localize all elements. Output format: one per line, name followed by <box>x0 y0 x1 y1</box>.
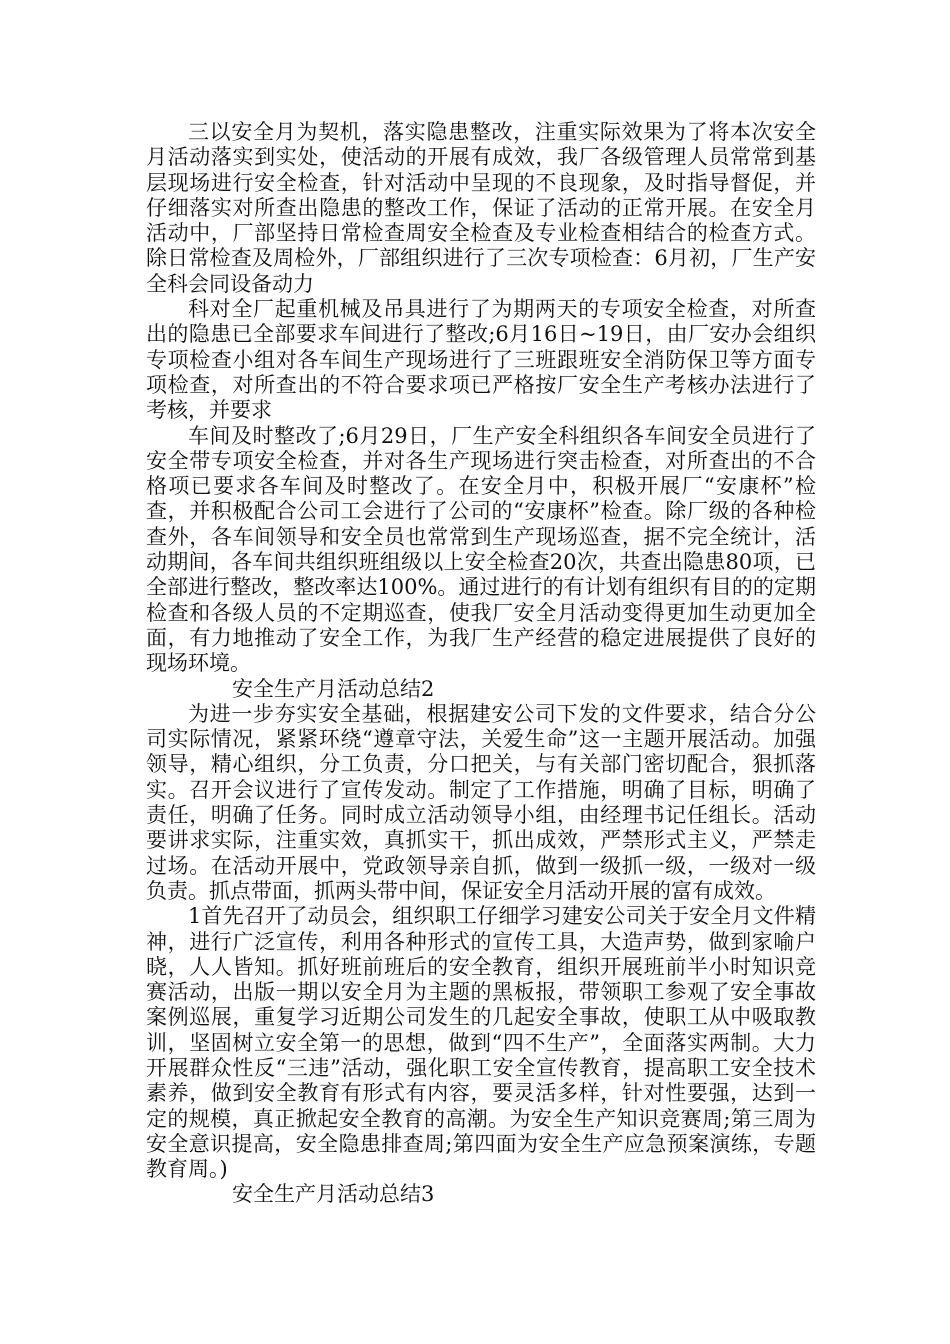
paragraph-safety-month-inspections: 三以安全月为契机，落实隐患整改，注重实际效果为了将本次安全月活动落实到实处，使活动的开展有成效，我厂各级管理人员常常到基层现场进行安全检查，针对活动中呈现的不良现象，及时指导督促，并仔细落实对所查出隐患的整改工作，保证了活动的正常开展。在安全月活动中，厂部坚持日常检查周安全检查及专业检查相结合的检查方式。除日常检查及周检外，厂部组织进行了三次专项检查：6月初，厂生产安全科会同设备动力 <box>146 120 816 296</box>
paragraph-crane-inspection: 科对全厂起重机械及吊具进行了为期两天的专项安全检查，对所查出的隐患已全部要求车间进行了整改;6月16日~19日，由厂安办会组织专项检查小组对各车间生产现场进行了三班跟班安全消防保卫等方面专项检查，对所查出的不符合要求项已严格按厂安全生产考核办法进行了考核，并要求 <box>146 297 816 423</box>
paragraph-safety-foundation: 为进一步夯实安全基础，根据建安公司下发的文件要求，结合分公司实际情况，紧紧环绕“遵章守法，关爱生命”这一主题开展活动。加强领导，精心组织，分工负责，分口把关，与有关部门密切配合，狠抓落实。召开会议进行了宣传发动。制定了工作措施，明确了目标，明确了责任，明确了任务。同时成立活动领导小组，由经理书记任组长。活动要讲求实际，注重实效，真抓实干，抓出成效，严禁形式主义，严禁走过场。在活动开展中，党政领导亲自抓，做到一级抓一级，一级对一级负责。抓点带面，抓两头带中间，保证安全月活动开展的富有成效。 <box>146 701 816 903</box>
section-heading-summary-3: 安全生产月活动总结3 <box>232 1182 435 1207</box>
document-page <box>146 120 816 1208</box>
paragraph-mobilization-meeting: 1首先召开了动员会，组织职工仔细学习建安公司关于安全月文件精神，进行广泛宣传，利用各种形式的宣传工具，大造声势，做到家喻户晓，人人皆知。抓好班前班后的安全教育，组织开展班前半小时知识竞赛活动，出版一期以安全月为主题的黑板报，带领职工参观了安全事故案例巡展，重复学习近期公司发生的几起安全事故，使职工从中吸取教训，坚固树立安全第一的思想，做到“四不生产”，全面落实两制。大力开展群众性反“三违”活动，强化职工安全宣传教育，提高职工安全技术素养，做到安全教育有形式有内容，要灵活多样，针对性要强，达到一定的规模，真正掀起安全教育的高潮。为安全生产知识竞赛周;第三周为安全意识提高，安全隐患排查周;第四面为安全生产应急预案演练，专题教育周。) <box>146 904 816 1182</box>
section-heading-summary-2: 安全生产月活动总结2 <box>232 676 435 701</box>
paragraph-workshop-rectification: 车间及时整改了;6月29日，厂生产安全科组织各车间安全员进行了安全带专项安全检查，并对各生产现场进行突击检查，对所查出的不合格项已要求各车间及时整改了。在安全月中，积极开展厂“安康杯”检查，并积极配合公司工会进行了公司的“安康杯”检查。除厂级的各种检查外，各车间领导和安全员也常常到生产现场巡查，据不完全统计，活动期间，各车间共组织班组级以上安全检查20次，共查出隐患80项，已全部进行整改，整改率达100%。通过进行的有计划有组织有目的的定期检查和各级人员的不定期巡查，使我厂安全月活动变得更加生动更加全面，有力地推动了安全工作，为我厂生产经营的稳定进展提供了良好的现场环境。 <box>146 423 816 676</box>
